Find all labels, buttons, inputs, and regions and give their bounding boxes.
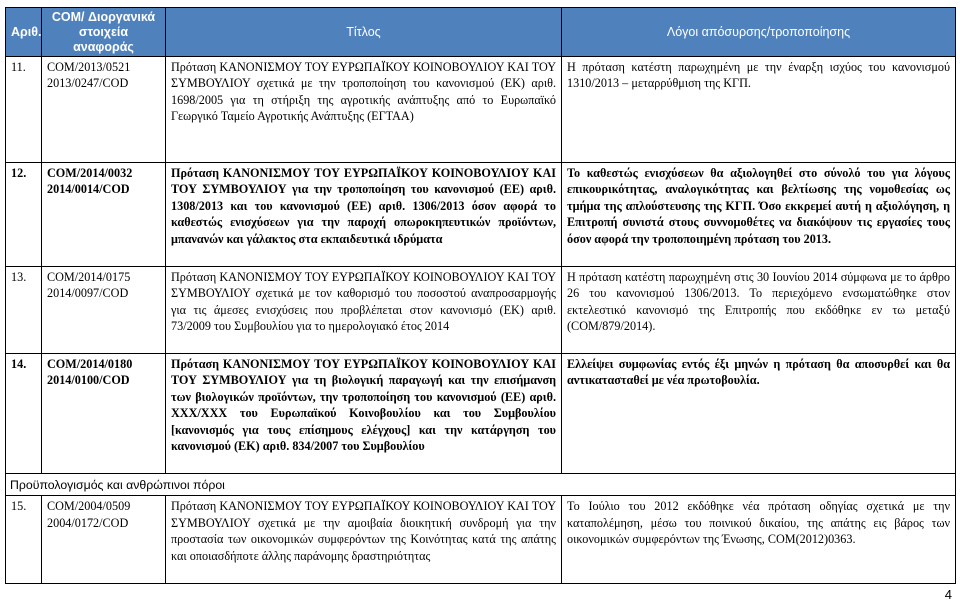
row-reference: [42, 354, 166, 474]
procedure-reference: 2014/0100/COD: [47, 373, 130, 388]
row-reference: [42, 496, 166, 584]
row-title: Πρόταση ΚΑΝΟΝΙΣΜΟΥ ΤΟΥ ΕΥΡΩΠΑΪΚΟΥ ΚΟΙΝΟΒΟΥΛΙΟΥ ΚΑΙ ΤΟΥ ΣΥΜΒΟΥΛΙΟΥ για την τροποποίηση του κανονισμού (ΕΕ) αριθ. 1308/2013 και του κανονισμού (ΕΕ) αριθ. 1306/2013 όσον αφορά το καθεστώς ενισχύσεων για την παροχή οπωροκηπευτικών προϊόντων, μπανανών και γάλακτος στα εκπαιδευτικά ιδρύματα: [166, 163, 562, 267]
procedure-reference: 2014/0014/COD: [47, 182, 130, 197]
com-reference: COM/2013/0521: [47, 60, 131, 74]
procedure-reference: 2013/0247/COD: [47, 76, 129, 91]
row-number: 15.: [6, 496, 42, 584]
row-title: Πρόταση ΚΑΝΟΝΙΣΜΟΥ ΤΟΥ ΕΥΡΩΠΑΪΚΟΥ ΚΟΙΝΟΒΟΥΛΙΟΥ ΚΑΙ ΤΟΥ ΣΥΜΒΟΥΛΙΟΥ σχετικά με τον καθορισμό του ποσοστού αναπροσαρμογής για τις άμεσες ενισχύσεις που προβλέπεται στον κανονισμό (ΕΚ) αριθ. 73/2009 του Συμβουλίου για το ημερολογιακό έτος 2014: [166, 267, 562, 354]
header-reason: Λόγοι απόσυρσης/τροποποίησης: [562, 8, 956, 57]
row-reason: Η πρόταση κατέστη παρωχημένη με την έναρξη ισχύος του κανονισμού 1310/2013 – μεταρρύθμιση της ΚΓΠ.: [562, 57, 956, 163]
procedure-reference: 2004/0172/COD: [47, 515, 129, 530]
row-reason: Το Ιούλιο του 2012 εκδόθηκε νέα πρόταση οδηγίας σχετικά με την καταπολέμηση, μέσω του ποινικού δικαίου, της απάτης εις βάρος των οικονομικών συμφερόντων της Ένωσης, COM(2012)0363.: [562, 496, 956, 584]
header-reference: COM/ Διοργανικά στοιχεία αναφοράς: [42, 8, 166, 57]
com-reference: COM/2004/0509: [47, 499, 131, 514]
table-row: [6, 354, 956, 474]
row-reference: [42, 163, 166, 267]
row-reference: [42, 267, 166, 354]
section-row: [6, 474, 956, 496]
section-label: Προϋπολογισμός και ανθρώπινοι πόροι: [6, 474, 956, 496]
table-header-row: [6, 8, 956, 57]
row-number: 13.: [6, 267, 42, 354]
table-row: [6, 267, 956, 354]
withdrawals-table: [5, 7, 956, 584]
table-row: [6, 163, 956, 267]
row-title: Πρόταση ΚΑΝΟΝΙΣΜΟΥ ΤΟΥ ΕΥΡΩΠΑΪΚΟΥ ΚΟΙΝΟΒΟΥΛΙΟΥ ΚΑΙ ΤΟΥ ΣΥΜΒΟΥΛΙΟΥ σχετικά με την αμοιβαία διοικητική συνδρομή για την προστασία των οικονομικών συμφερόντων της Κοινότητας κατά της απάτης και οποιασδήποτε άλλης παράνομης δραστηριότητας: [166, 496, 562, 584]
row-number: 12.: [6, 163, 42, 267]
row-title: Πρόταση ΚΑΝΟΝΙΣΜΟΥ ΤΟΥ ΕΥΡΩΠΑΪΚΟΥ ΚΟΙΝΟΒΟΥΛΙΟΥ ΚΑΙ ΤΟΥ ΣΥΜΒΟΥΛΙΟΥ για τη βιολογική παραγωγή και την επισήμανση των βιολογικών προϊόντων, την τροποποίηση του κανονισμού (ΕΕ) αριθ. XXX/XXX του Ευρωπαϊκού Κοινοβουλίου και του Συμβουλίου [κανονισμός για τους επίσημους ελέγχους] και την κατάργηση του κανονισμού (ΕΚ) αριθ. 834/2007 του Συμβουλίου: [166, 354, 562, 474]
row-number: 14.: [6, 354, 42, 474]
header-title: Τίτλος: [166, 8, 562, 57]
row-reason: Η πρόταση κατέστη παρωχημένη στις 30 Ιουνίου 2014 σύμφωνα με το άρθρο 26 του κανονισμού 1306/2013. Το περιεχόμενο ενσωματώθηκε στον εκτελεστικό κανονισμό της Επιτροπής που εκδόθηκε εν τω μεταξύ (COM/879/2014).: [562, 267, 956, 354]
com-reference: COM/2014/0180: [47, 357, 133, 371]
procedure-reference: 2014/0097/COD: [47, 286, 129, 301]
com-reference: COM/2014/0175: [47, 270, 131, 284]
page-number: 4: [944, 587, 952, 602]
row-number: 11.: [6, 57, 42, 163]
row-reason: Το καθεστώς ενισχύσεων θα αξιολογηθεί στο σύνολό του για λόγους επικουρικότητας, αναλογικότητας και βελτίωσης της νομοθεσίας ως τμήμα της απλούστευσης της ΚΓΠ. Όσο εκκρεμεί αυτή η αξιολόγηση, η Επιτροπή συνιστά στους συννομοθέτες να διακόψουν τις εργασίες τους όσον αφορά την τροποποιημένη πρόταση του 2013.: [562, 163, 956, 267]
row-reference: [42, 57, 166, 163]
row-reason: Ελλείψει συμφωνίας εντός έξι μηνών η πρόταση θα αποσυρθεί και θα αντικατασταθεί με νέα πρωτοβουλία.: [562, 354, 956, 474]
table-row: [6, 496, 956, 584]
com-reference: COM/2014/0032: [47, 166, 133, 180]
header-number: Αριθ.: [6, 8, 42, 57]
row-title: Πρόταση ΚΑΝΟΝΙΣΜΟΥ ΤΟΥ ΕΥΡΩΠΑΪΚΟΥ ΚΟΙΝΟΒΟΥΛΙΟΥ ΚΑΙ ΤΟΥ ΣΥΜΒΟΥΛΙΟΥ σχετικά με την τροποποίηση του κανονισμού (ΕΚ) αριθ. 1698/2005 για τη στήριξη της αγροτικής ανάπτυξης από το Ευρωπαϊκό Γεωργικό Ταμείο Αγροτικής Ανάπτυξης (ΕΓΤΑΑ): [166, 57, 562, 163]
table-row: [6, 57, 956, 163]
